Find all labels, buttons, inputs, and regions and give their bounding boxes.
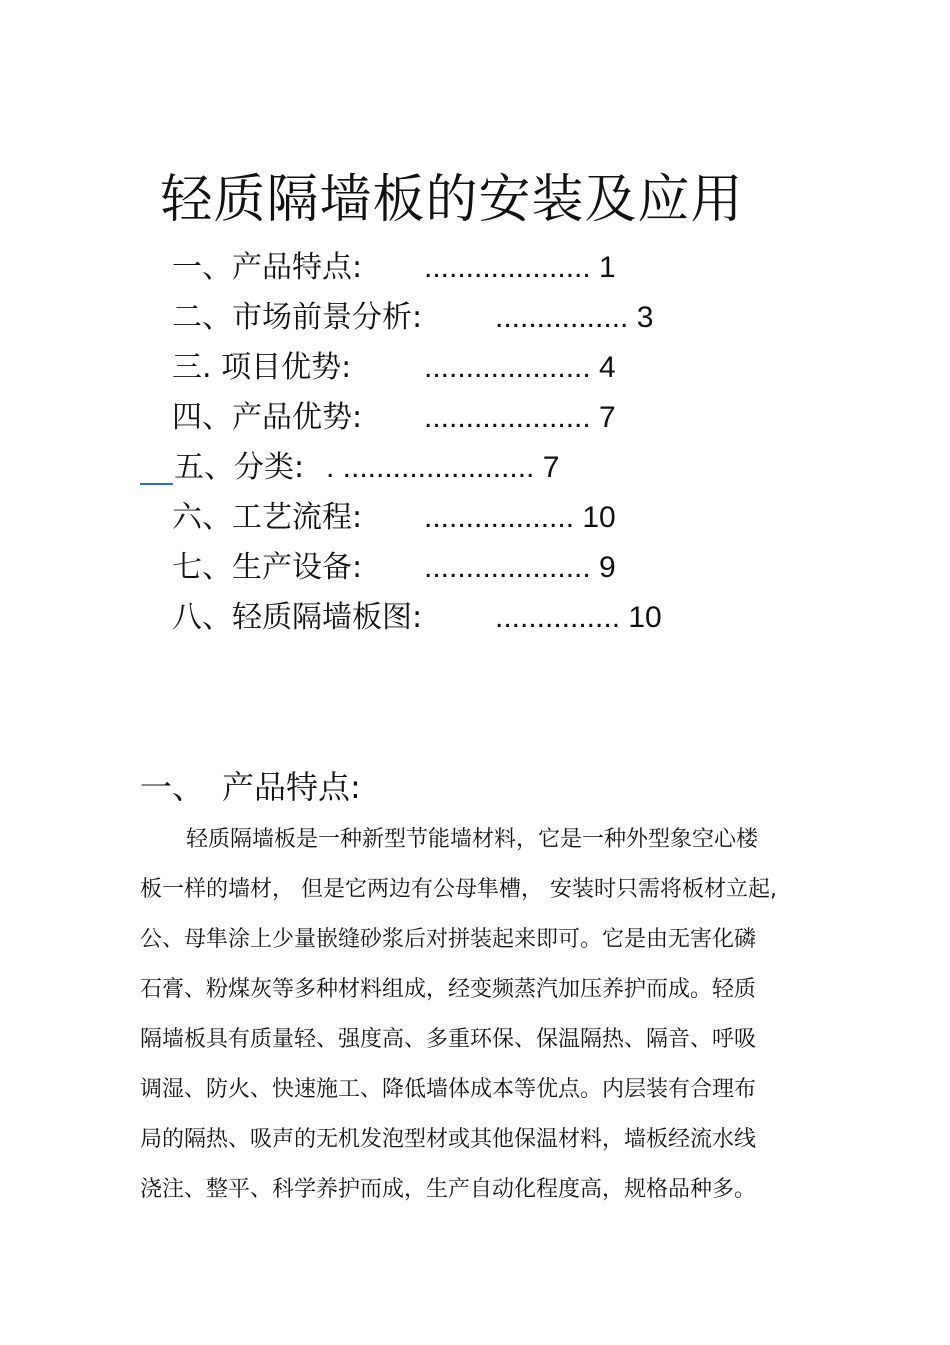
section-title: 产品特点: [222, 768, 361, 806]
toc-entry-label: 五、分类: [174, 450, 305, 485]
toc-entry-page: 4 [599, 351, 616, 384]
toc-entry-leader: .................... 4 [424, 351, 616, 384]
toc-entry-page: 9 [599, 551, 616, 584]
toc-entry-leader: .................... 7 [424, 401, 616, 434]
toc-entry-leader: . ....................... 7 [326, 451, 560, 484]
section-number: 一、 [140, 768, 205, 806]
toc-entry-leader: ................ 3 [495, 301, 654, 334]
paragraph-line: 石膏、粉煤灰等多种材料组成，经变频蒸汽加压养护而成。轻质 [140, 977, 757, 1002]
paragraph-line: 隔墙板具有质量轻、强度高、多重环保、保温隔热、隔音、呼吸 [140, 1027, 757, 1052]
paragraph-line: 调湿、防火、快速施工、降低墙体成本等优点。内层装有合理布 [140, 1077, 757, 1102]
paragraph-line: 局的隔热、吸声的无机发泡型材或其他保温材料，墙板经流水线 [140, 1127, 757, 1152]
toc-entry-page: 7 [599, 401, 616, 434]
paragraph-line: 浇注、整平、科学养护而成，生产自动化程度高，规格品种多。 [140, 1177, 757, 1202]
toc-entry-page: 1 [599, 251, 616, 284]
paragraph-line: 板一样的墙材， 但是它两边有公母隼槽， 安装时只需将板材立起, [140, 877, 777, 902]
toc-entry-page: 7 [542, 451, 560, 484]
toc-entry-label: 八、轻质隔墙板图: [172, 600, 423, 635]
toc-entry-label: 四、产品优势: [172, 400, 363, 435]
toc-entry-leader: .................... 9 [424, 551, 616, 584]
paragraph-line: 轻质隔墙板是一种新型节能墙材料，它是一种外型象空心楼 [186, 827, 759, 852]
section-heading [140, 762, 361, 808]
toc-entry-label: 二、市场前景分析: [172, 300, 423, 335]
toc-entry-label: 三. 项目优势: [172, 350, 352, 385]
toc-entry-page: 10 [582, 501, 616, 534]
toc-entry-label: 一、产品特点: [172, 250, 363, 285]
toc-entry-leader: .................... 1 [424, 251, 616, 284]
paragraph-line: 公、母隼涂上少量嵌缝砂浆后对拼装起来即可。它是由无害化磷 [140, 927, 757, 952]
toc-entry-label: 六、工艺流程: [172, 500, 363, 535]
toc-entry-label: 七、生产设备: [172, 550, 363, 585]
toc-link-underline [140, 483, 173, 485]
toc-entry-page: 3 [636, 301, 654, 334]
toc-entry-leader: ............... 10 [495, 601, 662, 634]
toc-entry-leader: .................. 10 [424, 501, 616, 534]
document-title: 轻质隔墙板的安装及应用 [160, 169, 744, 230]
toc-entry-page: 10 [628, 601, 662, 634]
